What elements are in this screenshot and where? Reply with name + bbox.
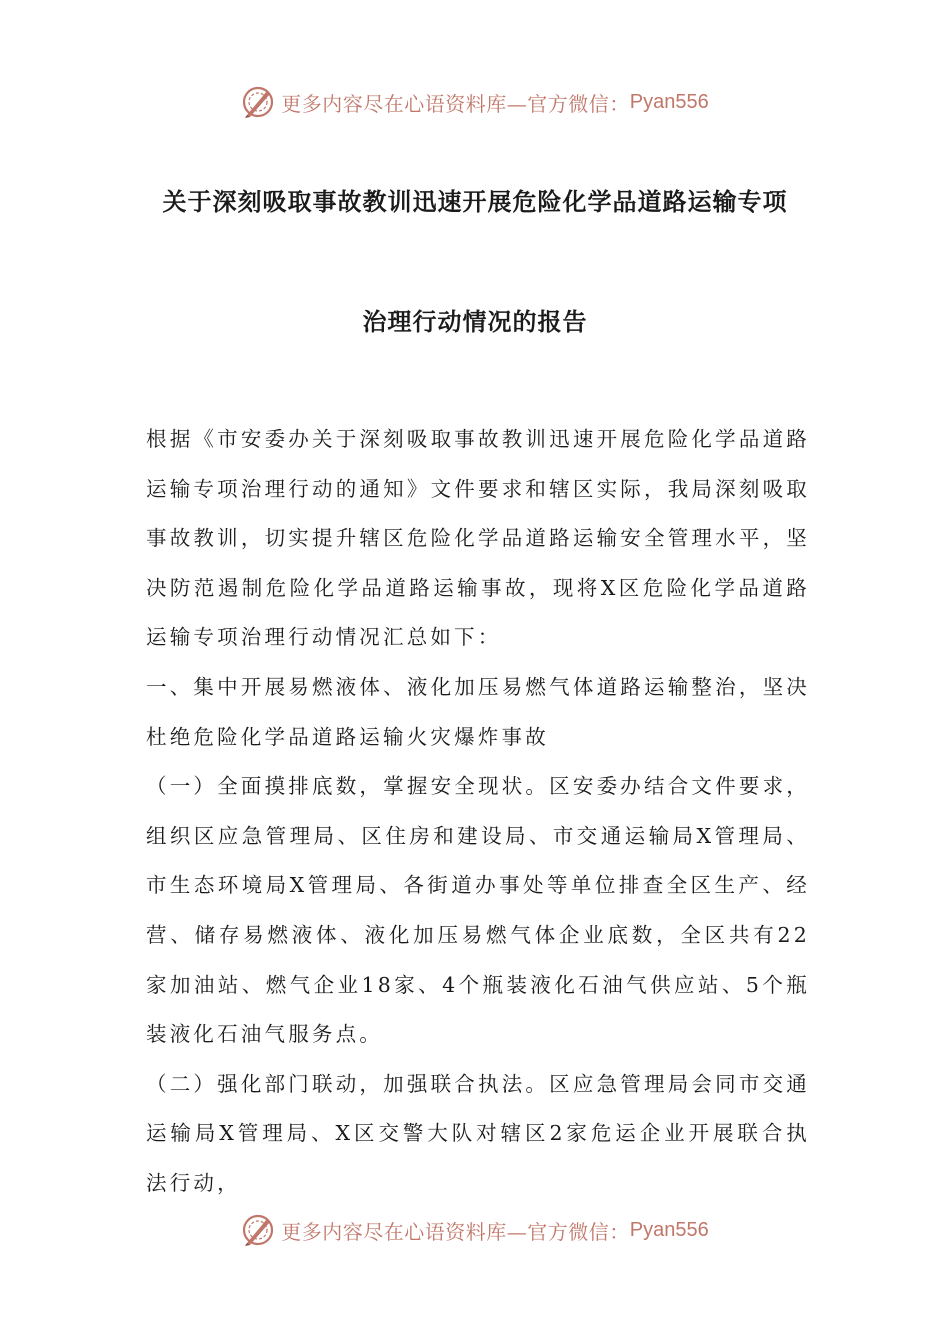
document-body	[146, 415, 810, 1209]
paragraph-intro: 根据《市安委办关于深刻吸取事故教训迅速开展危险化学品道路运输专项治理行动的通知》文件要求和辖区实际，我局深刻吸取事故教训，切实提升辖区危险化学品道路运输安全管理水平，坚决防范遏制危险化学品道路运输事故，现将X区危险化学品道路运输专项治理行动情况汇总如下：	[146, 427, 810, 650]
header-banner	[0, 82, 950, 122]
paragraph-item-1: （一）全面摸排底数，掌握安全现状。区安委办结合文件要求，组织区应急管理局、区住房和建设局、市交通运输局X管理局、市生态环境局X管理局、各街道办事处等单位排查全区生产、经营、储存易燃液体、液化加压易燃气体企业底数，全区共有22家加油站、燃气企业18家、4个瓶装液化石油气供应站、5个瓶装液化石油气服务点。	[146, 774, 810, 1047]
wechat-id: Pyan556	[629, 90, 709, 113]
pen-logo-icon	[241, 85, 275, 119]
document-title-line2: 治理行动情况的报告	[362, 308, 588, 336]
wechat-id: Pyan556	[629, 1218, 709, 1241]
banner-text: 更多内容尽在心语资料库—官方微信：	[281, 91, 630, 116]
footer-banner	[0, 1210, 950, 1250]
section-heading-1: 一、集中开展易燃液体、液化加压易燃气体道路运输整治，坚决杜绝危险化学品道路运输火灾爆炸事故	[146, 674, 810, 749]
document-title-line1: 关于深刻吸取事故教训迅速开展危险化学品道路运输专项	[162, 188, 788, 216]
pen-logo-icon	[241, 1213, 275, 1247]
paragraph-item-2: （二）强化部门联动，加强联合执法。区应急管理局会同市交通运输局X管理局、X区交警大队对辖区2家危运企业开展联合执法行动，	[146, 1071, 810, 1195]
banner-text: 更多内容尽在心语资料库—官方微信：	[281, 1219, 630, 1244]
